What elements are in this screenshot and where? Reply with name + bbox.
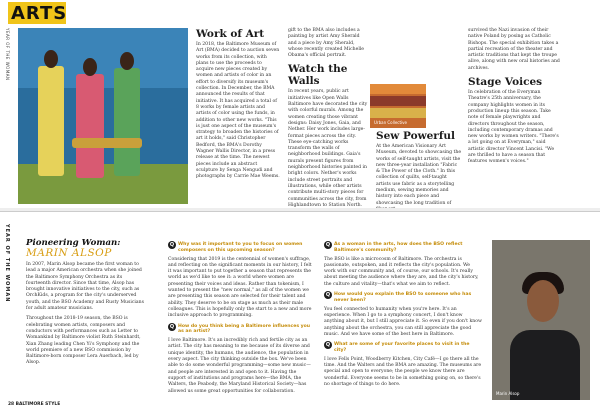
page-folio: 28 BALTIMORE STYLE bbox=[8, 402, 61, 407]
question-text: Why was it important to you to focus on women composers on this upcoming season? bbox=[178, 242, 303, 253]
spine-label-bottom bbox=[2, 224, 10, 404]
question-mark-icon: Q bbox=[169, 242, 175, 248]
watch-walls-body: In recent years, public art initiatives like Open Walls Baltimore have decorated the city with colorful murals. Among the women creating those vibrant designs: Daisy Jones, Gaia, and Nether. Her work includes large-format pieces across the city. These eye-catching works transform the walls of neighborhood buildings. Gaia's murals present figures from neighborhood histories painted in bright colors. Nether's works include street portraits and illustrations, while other artists contribute multi-story pieces for communities across the city, from Highlandtown to Station North. bbox=[288, 89, 368, 208]
work-of-art-title: Work of Art bbox=[196, 28, 265, 40]
question-text: What are some of your favorite places to visit in the city? bbox=[334, 342, 470, 353]
photo-coat bbox=[510, 330, 580, 400]
arts-page bbox=[0, 0, 600, 208]
question-mark-icon: Q bbox=[169, 323, 175, 330]
profile-intro: In 2007, Marin Alsop became the first woman to lead a major American orchestra when she joined the Baltimore Symphony Orchestra as its fourteenth director. Since that time, Alsop has brought innovative initiatives to the city, such as OrchKids, a program for the city's underserved youth, and the BSO Academy and Rusty Musicians for adult amateur musicians. bbox=[26, 262, 144, 312]
section-label: ARTS bbox=[11, 3, 68, 24]
quilt-image bbox=[370, 84, 426, 128]
question-mark-icon: Q bbox=[325, 342, 331, 349]
answer-text: The BSO is like a microcosm of Baltimore. The orchestra is passionate, outspoken, and it reflects the city's population. We work with our community and, of course, our schools. It's really about meeting the audience where they are, and the city's history, the culture and vitality—that's what we aim to reflect. bbox=[324, 256, 479, 287]
watch-walls-title: Watch the Walls bbox=[288, 63, 348, 88]
sew-powerful-title: Sew Powerful bbox=[376, 130, 455, 142]
work-of-art-column bbox=[196, 28, 280, 181]
photo-face bbox=[527, 280, 559, 322]
stage-voices-column bbox=[468, 28, 560, 166]
photo-caption: Marin Alsop bbox=[496, 391, 520, 396]
work-of-art-body: In 2018, the Baltimore Museum of Art (BMA) decided to auction seven works from its collection, with plans to use the proceeds to acquire new pieces created by women and artists of color in an effort to diversify its museum's collection. In December, the BMA announced the results of that initiative. It has acquired a total of 8 works by female artists and artists of color using the funds, in addition to other new works. "This is just one aspect of the museum's strategy to broaden the histories of art it holds," said Christopher Bedford, the BMA's Dorothy Wagner Wallis Director, in a press release at the time. The newest pieces include an abstract sculpture by Senga Nengudi and photographs by Carrie Mae Weems. bbox=[196, 42, 280, 180]
answer-text: I love Baltimore. It's an incredibly rich and fertile city as an artist. The city has meaning to me because of its diverse and unique identity, the humans, the audience, the population in every aspect. The city thinking outside the box. We've been able to do some wonderful programming—some new music—and people are interested in and open to it. Having the support of institutions and programs here—the BMA, the Walters, the Peabody, the Maryland Historical Society—has allowed us some great opportunities for collaboration. bbox=[168, 338, 311, 394]
painting-figure bbox=[38, 66, 64, 176]
portrait-photo bbox=[492, 240, 590, 400]
question bbox=[168, 324, 314, 336]
page-divider-line bbox=[0, 211, 600, 212]
sew-powerful-column bbox=[376, 130, 462, 213]
profile-name: MARIN ALSOP bbox=[26, 247, 112, 259]
quilt-band bbox=[370, 96, 426, 106]
answer-text: Considering that 2019 is the centennial of women's suffrage, and reflecting on the significant moments in our history, I felt it was important to put together a season that represents the world as we'd like to see it: a world where women are presenting their voices and ideas. Rather than tokenism, I wanted to present the "new normal," as all of the women we are presenting this season are selected for their talent and ability. They deserve to be on stage as much as their male colleagues. This is hopefully only the start to a new and more inclusive approach to programming. bbox=[168, 256, 312, 319]
question-text: How would you explain the BSO to someone who has never been? bbox=[334, 292, 472, 303]
question-text: How do you think being a Baltimore influences you as an artist? bbox=[178, 323, 311, 335]
painting-figure bbox=[114, 68, 140, 176]
painting-figure-head bbox=[120, 52, 134, 70]
col4-continued-text: survived the Nazi invasion of their native Poland by posing as Catholic Bishops. The special exhibition takes a partial recreation of the theater and artistic traditions that kept the troupe alive, along with new oral histories and archives. bbox=[468, 28, 560, 71]
question-mark-icon: Q bbox=[325, 292, 331, 299]
painting-image bbox=[18, 28, 188, 204]
question bbox=[324, 292, 482, 304]
sew-powerful-body: At the American Visionary Art Museum, devoted to showcasing the works of self-taught artists, visit the new three-year installation "Fabric & The Power of the Cloth." In this collection of quilts, self-taught artists use fabric as a storytelling medium, sewing memories and history into each piece and showcasing the long tradition of bbox=[376, 144, 462, 206]
quilt-label: Urban Collective bbox=[374, 120, 407, 125]
question bbox=[168, 242, 314, 254]
painting-figure-head bbox=[44, 50, 58, 68]
question bbox=[324, 242, 482, 254]
quilt-band bbox=[370, 84, 426, 94]
profile-intro-continued: Throughout the 2018-19 season, the BSO is celebrating women artists, composers and conductors with performances such as Letter to Womankind by Baltimore violist Ruth Steinhardt, Xian Zhang leading Chen Yi's Symphony and the world premiere of a new BSO commission by Baltimore-born composer Lera Auerbach, led by Alsop. bbox=[26, 316, 141, 366]
answer-text: I love Fells Point, Woodberry Kitchen, City Café—I go there all the time. And the Walters and the BMA are amazing. The museums are special and open to everyone; the people we know there are wonderful. Everyone seems to be in something going on, so there's no shortage of things to do here. bbox=[324, 356, 482, 387]
painting-detail bbox=[72, 138, 142, 148]
section-header bbox=[8, 2, 66, 24]
question bbox=[324, 342, 482, 354]
spine-text-bottom: YEAR OF THE WOMAN bbox=[4, 224, 10, 303]
painting-figure bbox=[76, 74, 104, 178]
stage-voices-body: In celebration of the Everyman Theatre's 25th anniversary, the company highlights women in its production lineup this season. Take note of female playwrights and directors throughout the season, including contemporary dramas and new works by women writers. "There's a lot going on at Everyman," said artistic director Vincent Lancisi. "We are thrilled to have a season that features women's voices." bbox=[468, 90, 559, 165]
painting-figure-head bbox=[83, 58, 97, 76]
question-mark-icon: Q bbox=[325, 242, 331, 248]
profile-kicker: Pioneering Woman: bbox=[26, 238, 121, 248]
answer-text: You feel connected to humanity when you're here. It's an experience. When I go to a symphony concert, I don't know anything about it, but I still appreciate it. So even if you don't know anything about the orchestra, you can still appreciate the good music. And we have some of the best here in Baltimore. bbox=[324, 306, 482, 337]
question-text: As a woman in the arts, how does the BSO reflect Baltimore's community? bbox=[334, 242, 463, 253]
stage-voices-title: Stage Voices bbox=[468, 76, 543, 89]
profile-intro-column bbox=[26, 262, 146, 367]
col2-continued-text: gift to the BMA also includes a painting by artist Amy Sherald and a piece by Amy Sherald, whose recently created Michelle Obama's official portrait. bbox=[288, 28, 364, 59]
spine-label-top bbox=[2, 28, 10, 188]
watch-walls-column bbox=[288, 28, 368, 209]
qa-column-1 bbox=[168, 242, 314, 399]
quilt-band bbox=[370, 108, 426, 118]
qa-column-2 bbox=[324, 242, 482, 392]
spine-text-top: YEAR OF THE WOMAN bbox=[5, 28, 10, 81]
